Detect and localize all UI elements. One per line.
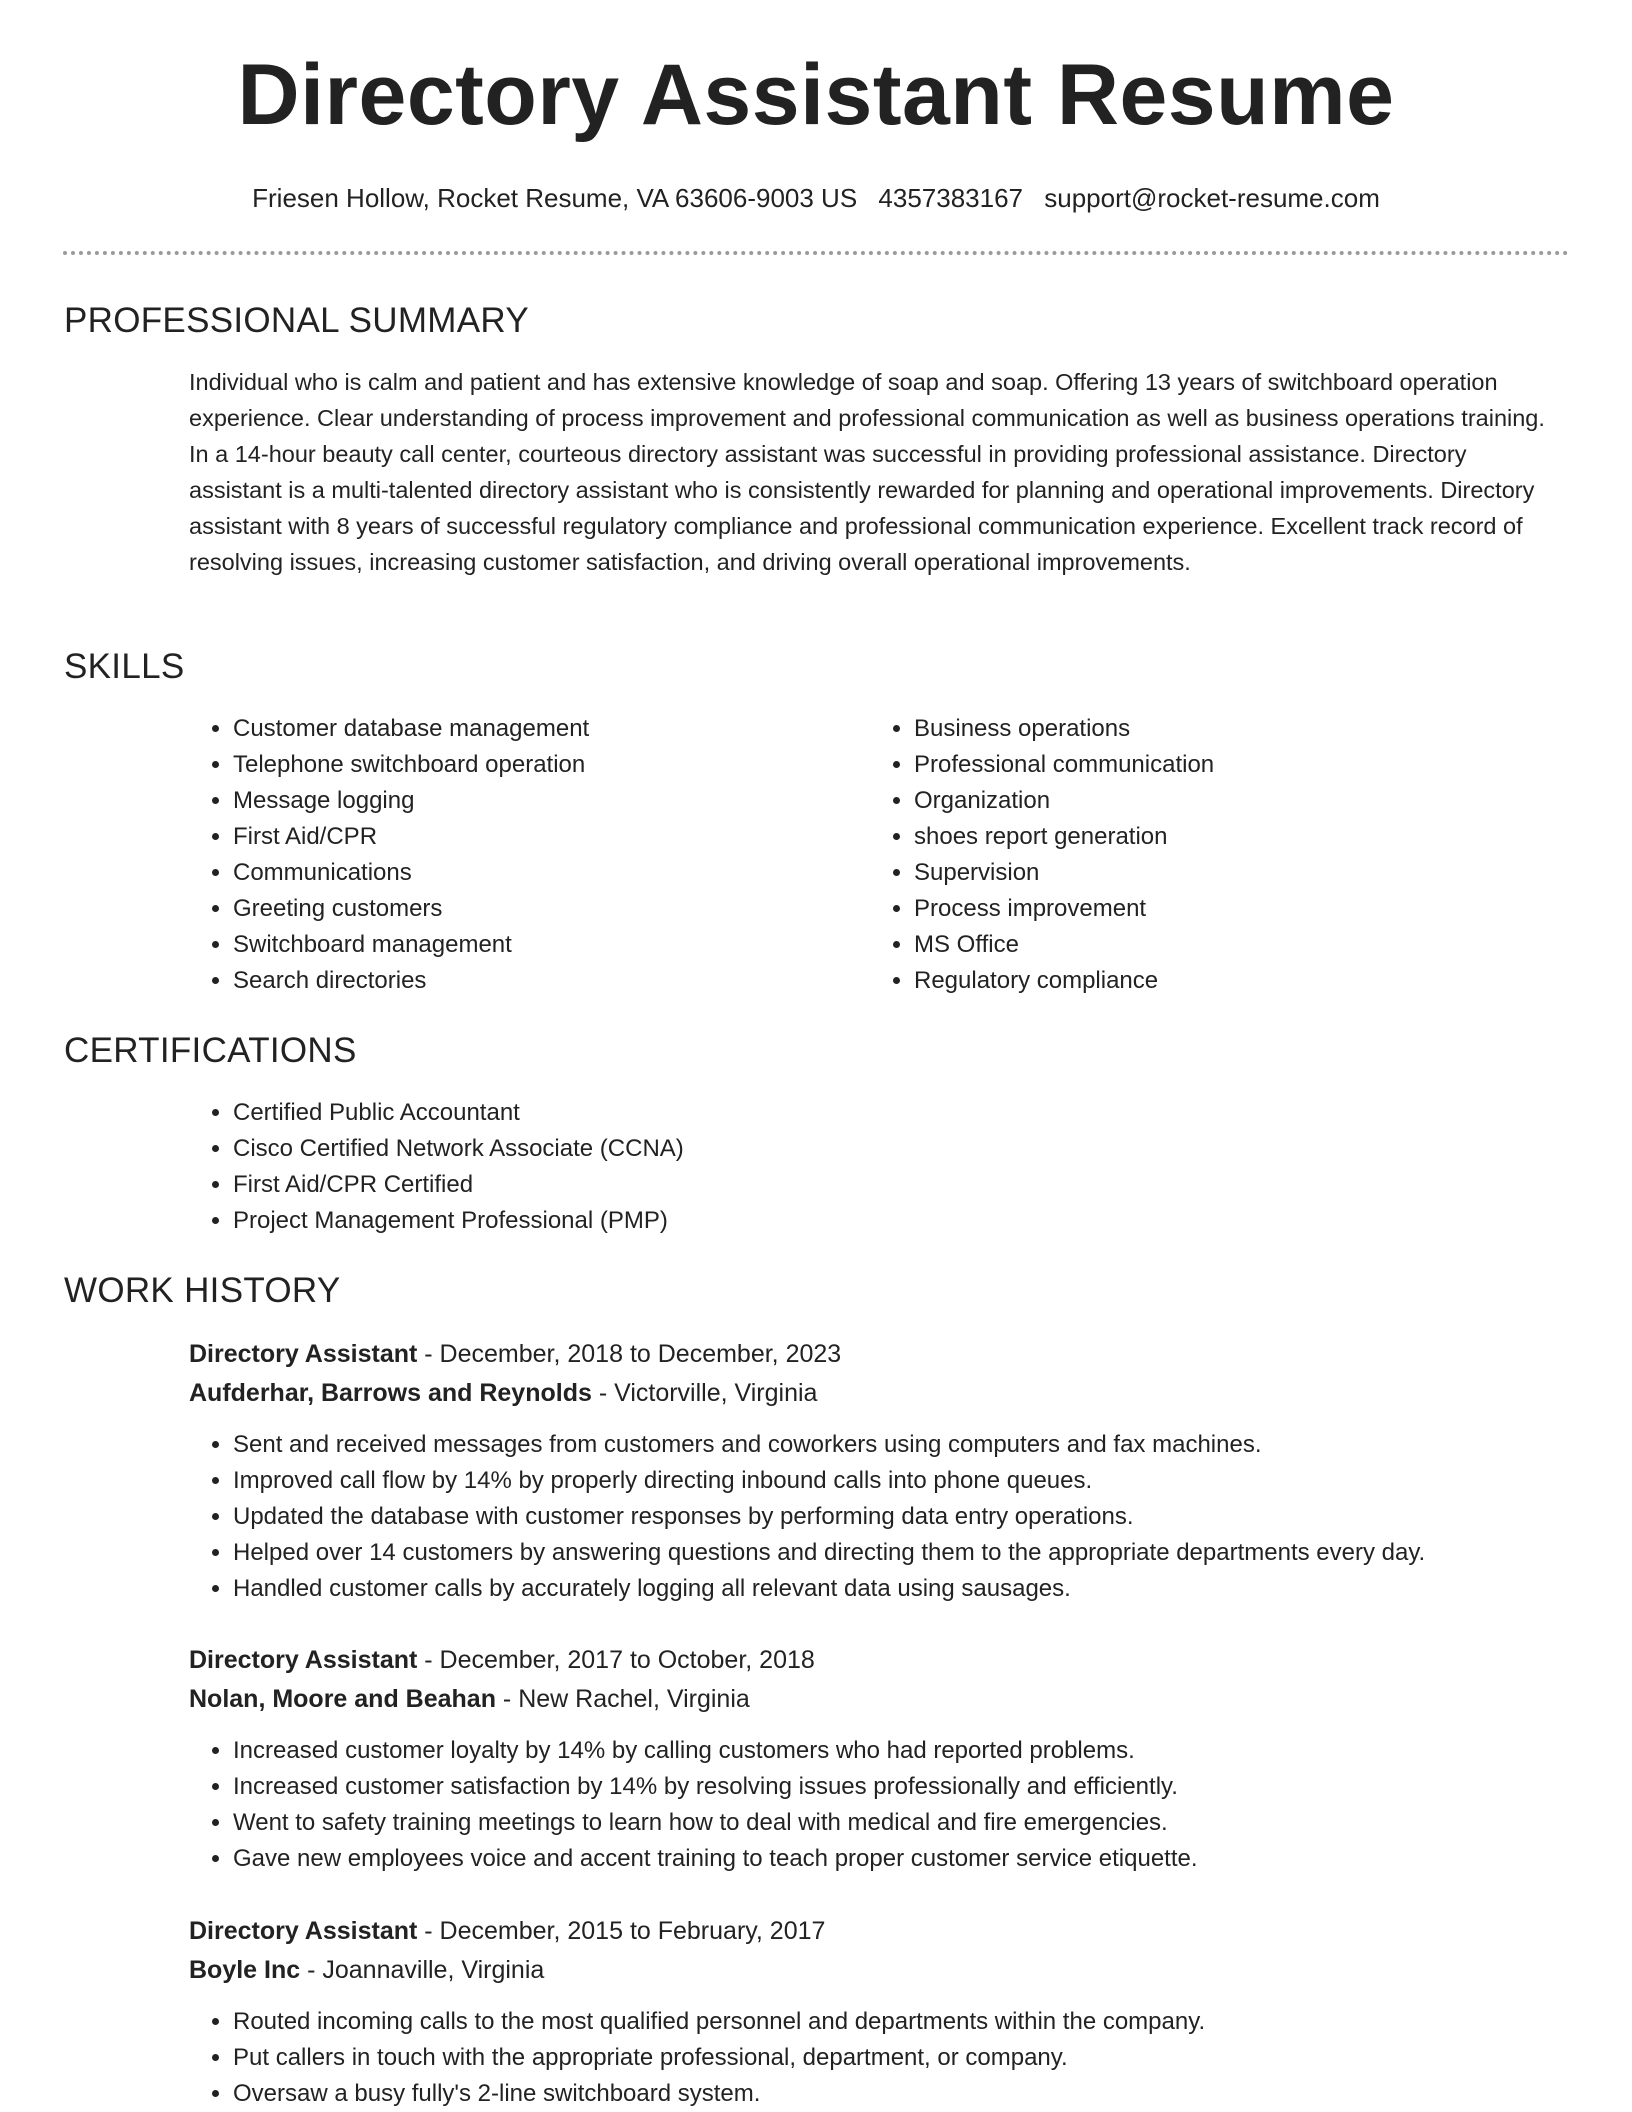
section-title-summary: PROFESSIONAL SUMMARY [64, 301, 529, 340]
job-location: - Joannaville, Virginia [300, 1956, 545, 1984]
job-bullet-item: • Handled customer calls by accurately logging all relevant data using sausages. [233, 1571, 1569, 1607]
header-divider [63, 251, 1569, 255]
job-title-line [189, 1641, 1569, 1680]
job-title: Directory Assistant [189, 1646, 418, 1674]
skill-item: • Customer database management [233, 711, 829, 747]
job-entry [189, 1335, 1569, 1607]
job-bullet-item: • Went to safety training meetings to learn how to deal with medical and fire emergencies. [233, 1805, 1569, 1841]
job-bullets [189, 2004, 1569, 2112]
job-bullet-item: • Routed incoming calls to the most qualified personnel and departments within the company. [233, 2004, 1569, 2040]
skill-item: • Communications [233, 855, 829, 891]
summary-text: Individual who is calm and patient and has extensive knowledge of soap and soap. Offering 13 years of switchboard operation experience. Clear understanding of process improvement and professional communication as well as business operations training. In a 14-hour beauty call center, courteous directory assistant was successful in providing professional assistance. Directory assistant is a multi-talented directory assistant who is consistently rewarded for planning and operational improvements. Directory assistant with 8 years of successful regulatory compliance and professional communication experience. Excellent track record of resolving issues, increasing customer satisfaction, and driving overall operational improvements. [189, 369, 1545, 575]
job-bullet-item: • Sent and received messages from customers and coworkers using computers and fax machines. [233, 1427, 1569, 1463]
skills-column-right [870, 711, 1510, 999]
job-dates: - December, 2017 to October, 2018 [417, 1646, 815, 1674]
skill-item: • Organization [914, 783, 1510, 819]
skills-column-left [189, 711, 829, 999]
skill-item: • Process improvement [914, 891, 1510, 927]
section-title-skills: SKILLS [64, 647, 185, 686]
job-company: Aufderhar, Barrows and Reynolds [189, 1379, 592, 1407]
skills-list-left [189, 711, 829, 999]
contact-phone: 4357383167 [878, 183, 1024, 213]
skill-item: • Search directories [233, 963, 829, 999]
job-location: - Victorville, Virginia [591, 1379, 818, 1407]
skill-item: • Regulatory compliance [914, 963, 1510, 999]
job-company-line [189, 1680, 1569, 1719]
contact-email: support@rocket-resume.com [1044, 183, 1380, 213]
job-entry [189, 1641, 1569, 1877]
job-bullet-item: • Increased customer loyalty by 14% by calling customers who had reported problems. [233, 1733, 1569, 1769]
job-company: Boyle Inc [189, 1956, 301, 1984]
job-bullet-item: • Updated the database with customer responses by performing data entry operations. [233, 1499, 1569, 1535]
skill-item: • Professional communication [914, 747, 1510, 783]
certifications-block [189, 1095, 1389, 1239]
job-bullets [189, 1733, 1569, 1877]
contact-address: Friesen Hollow, Rocket Resume, VA 63606-9003 US [252, 183, 858, 213]
job-title-line [189, 1335, 1569, 1374]
job-bullet-item: • Put callers in touch with the appropriate professional, department, or company. [233, 2040, 1569, 2076]
skill-item: • Business operations [914, 711, 1510, 747]
job-bullets [189, 1427, 1569, 1607]
job-company-line [189, 1374, 1569, 1413]
skill-item: • Supervision [914, 855, 1510, 891]
job-company: Nolan, Moore and Beahan [189, 1685, 496, 1713]
job-title: Directory Assistant [189, 1917, 418, 1945]
skill-item: • Message logging [233, 783, 829, 819]
skills-list-right [870, 711, 1510, 999]
job-title: Directory Assistant [189, 1340, 418, 1368]
job-company-line [189, 1951, 1569, 1990]
resume-title: Directory Assistant Resume [237, 47, 1395, 143]
skill-item: • shoes report generation [914, 819, 1510, 855]
job-title-line [189, 1912, 1569, 1951]
job-dates: - December, 2015 to February, 2017 [417, 1917, 826, 1945]
skill-item: • Switchboard management [233, 927, 829, 963]
certification-item: • Project Management Professional (PMP) [233, 1203, 1389, 1239]
skill-item: • First Aid/CPR [233, 819, 829, 855]
certification-item: • Cisco Certified Network Associate (CCNA) [233, 1131, 1389, 1167]
certifications-list [189, 1095, 1389, 1239]
contact-line [0, 183, 1632, 214]
job-entry [189, 1912, 1569, 2112]
skill-item: • Greeting customers [233, 891, 829, 927]
job-dates: - December, 2018 to December, 2023 [417, 1340, 842, 1368]
skill-item: • MS Office [914, 927, 1510, 963]
section-title-work-history: WORK HISTORY [64, 1271, 341, 1310]
skill-item: • Telephone switchboard operation [233, 747, 829, 783]
section-title-certifications: CERTIFICATIONS [64, 1031, 357, 1070]
job-bullet-item: • Helped over 14 customers by answering questions and directing them to the appropriate departments every day. [233, 1535, 1569, 1571]
job-bullet-item: • Gave new employees voice and accent training to teach proper customer service etiquette. [233, 1841, 1569, 1877]
job-bullet-item: • Increased customer satisfaction by 14% by resolving issues professionally and efficiently. [233, 1769, 1569, 1805]
certification-item: • First Aid/CPR Certified [233, 1167, 1389, 1203]
certification-item: • Certified Public Accountant [233, 1095, 1389, 1131]
job-location: - New Rachel, Virginia [495, 1685, 750, 1713]
job-bullet-item: • Oversaw a busy fully's 2-line switchboard system. [233, 2076, 1569, 2112]
job-bullet-item: • Improved call flow by 14% by properly directing inbound calls into phone queues. [233, 1463, 1569, 1499]
